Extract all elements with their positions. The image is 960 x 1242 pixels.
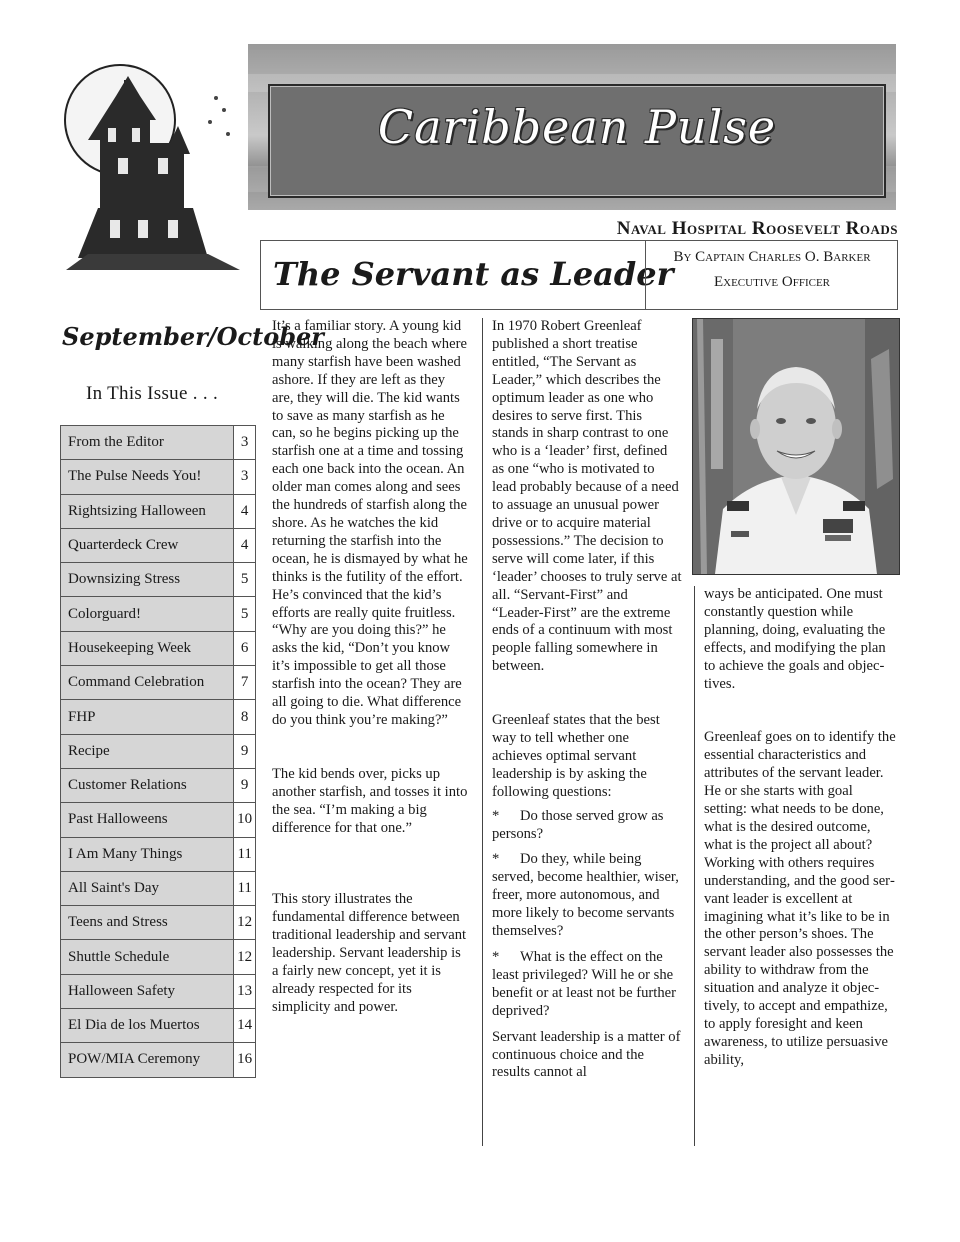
table-of-contents bbox=[60, 425, 256, 1078]
toc-row bbox=[61, 1043, 256, 1077]
toc-entry-page: 16 bbox=[234, 1043, 256, 1077]
toc-entry-page: 13 bbox=[234, 974, 256, 1008]
toc-row bbox=[61, 734, 256, 768]
toc-entry-page: 4 bbox=[234, 494, 256, 528]
toc-entry-page: 9 bbox=[234, 734, 256, 768]
toc-row bbox=[61, 563, 256, 597]
toc-entry-title: Customer Relations bbox=[61, 768, 234, 802]
bullet-text: Do those served grow as persons? bbox=[492, 807, 664, 842]
toc-entry-title: Downsizing Stress bbox=[61, 563, 234, 597]
toc-row bbox=[61, 871, 256, 905]
bullet-item bbox=[492, 808, 682, 844]
toc-entry-title: Teens and Stress bbox=[61, 906, 234, 940]
toc-entry-title: All Saint's Day bbox=[61, 871, 234, 905]
toc-row bbox=[61, 528, 256, 562]
toc-row bbox=[61, 700, 256, 734]
toc-entry-title: Quarterdeck Crew bbox=[61, 528, 234, 562]
masthead-banner bbox=[248, 44, 896, 210]
toc-entry-page: 4 bbox=[234, 528, 256, 562]
toc-entry-title: Halloween Safety bbox=[61, 974, 234, 1008]
byline-box bbox=[645, 241, 898, 309]
toc-entry-page: 3 bbox=[234, 460, 256, 494]
toc-row bbox=[61, 974, 256, 1008]
toc-row bbox=[61, 906, 256, 940]
bullet-text: Do they, while being served, become healthier, wiser, freer, more autonomous, and more likely to become servants themselves? bbox=[492, 851, 679, 940]
article-column-2 bbox=[492, 318, 682, 1082]
toc-entry-page: 5 bbox=[234, 597, 256, 631]
paragraph: It’s a familiar story. A young kid is walking along the beach where many starfish have been washed ashore. If they are left as they are, they will die. The kid wants to save as many starfish as he can, so he begins picking up the starfish one at a time and tossing each one back into the ocean. An older man comes along and sees the hundreds of starfish along the shore. As he watches the kid returning the starfish into the ocean, he is dismayed by what he thinks is the futility of the effort. He’s convinced that the kid’s efforts are really quite fruitless. “Why are you doing this?” he asks the kid, “Don’t you know it’s impossible to get all those starfish into the ocean? They are all going to die. What difference do you think you’re making?” bbox=[272, 318, 468, 728]
toc-row bbox=[61, 494, 256, 528]
toc-entry-page: 14 bbox=[234, 1009, 256, 1043]
toc-entry-page: 11 bbox=[234, 871, 256, 905]
paragraph: In 1970 Robert Greenleaf published a short treatise entitled, “The Servant as Leader,” which describes the optimum leader as one who desires to serve first. This stands in sharp contrast to one who is a ‘leader’ first, defined as one “who is motivated to lead probably because of a need to assuage an unusual power drive or to acquire material possessions.” The decision to serve will come later, if this ‘leader’ chooses to truly serve at all. “Servant-First” and “Leader-First” are the extreme ends of a continuum with most people falling somewhere in between. bbox=[492, 318, 682, 675]
toc-entry-title: Rightsizing Halloween bbox=[61, 494, 234, 528]
toc-row bbox=[61, 460, 256, 494]
masthead-title-box bbox=[268, 84, 886, 198]
toc-entry-page: 5 bbox=[234, 563, 256, 597]
toc-entry-title: El Dia de los Muertos bbox=[61, 1009, 234, 1043]
toc-entry-title: FHP bbox=[61, 700, 234, 734]
toc-row bbox=[61, 666, 256, 700]
toc-row bbox=[61, 940, 256, 974]
masthead-title: Caribbean Pulse bbox=[377, 100, 777, 154]
article-column-3 bbox=[704, 586, 898, 1070]
toc-entry-page: 11 bbox=[234, 837, 256, 871]
toc-entry-title: Colorguard! bbox=[61, 597, 234, 631]
toc-row bbox=[61, 837, 256, 871]
paragraph: Greenleaf states that the best way to tell whether one achieves optimal servant leadership is by asking the following questions: bbox=[492, 712, 660, 800]
toc-entry-title: I Am Many Things bbox=[61, 837, 234, 871]
toc-row bbox=[61, 631, 256, 665]
toc-entry-title: POW/MIA Ceremony bbox=[61, 1043, 234, 1077]
bullet-text: What is the effect on the least privileged? Will he or she benefit or at least not be further deprived? bbox=[492, 949, 676, 1019]
toc-row bbox=[61, 768, 256, 802]
paragraph: The kid bends over, picks up another starfish, and tosses it into the sea. “I’m making a big difference for that one.” bbox=[272, 765, 468, 836]
paragraph: ways be anticipated. One must constantly question while planning, doing, evaluating the effects, and modifying the plan to achieve the goals and objectives. bbox=[704, 586, 886, 692]
toc-entry-title: From the Editor bbox=[61, 426, 234, 460]
toc-entry-page: 6 bbox=[234, 631, 256, 665]
issue-date: September/October bbox=[62, 322, 324, 351]
toc-row bbox=[61, 1009, 256, 1043]
toc-entry-title: The Pulse Needs You! bbox=[61, 460, 234, 494]
toc-row bbox=[61, 597, 256, 631]
toc-entry-page: 12 bbox=[234, 940, 256, 974]
paragraph: Servant leadership is a matter of continuous choice and the results cannot al bbox=[492, 1028, 681, 1081]
toc-entry-title: Recipe bbox=[61, 734, 234, 768]
organization-name: Naval Hospital Roosevelt Roads bbox=[616, 218, 898, 239]
bullet-item bbox=[492, 851, 682, 941]
toc-entry-title: Housekeeping Week bbox=[61, 631, 234, 665]
haunted-house-illustration bbox=[58, 58, 248, 273]
toc-entry-title: Past Halloweens bbox=[61, 803, 234, 837]
bullet-mark: * bbox=[492, 807, 500, 824]
bullet-mark: * bbox=[492, 949, 500, 965]
toc-entry-page: 9 bbox=[234, 768, 256, 802]
in-this-issue-heading: In This Issue . . . bbox=[86, 383, 219, 404]
portrait-photo bbox=[692, 318, 900, 575]
paragraph: Greenleaf goes on to identify the essential characteristics and attributes of the servant leader. He or she starts with goal setting: what needs to be done, what is the desired outcome, what is the project all about? Working with others requires understanding, and the good servant leader is excellent at imagining what it’s like to be in the other person’s shoes. The servant leader also possesses the ability to withdraw from the situation and analyze it objectively, to accept and empathize, to apply foresight and keen awareness, to utilize persuasive ability, bbox=[704, 729, 896, 1068]
toc-entry-page: 12 bbox=[234, 906, 256, 940]
article-column-1 bbox=[272, 318, 468, 1017]
paragraph: This story illustrates the fundamental difference between traditional leadership and servant leadership. Servant leadership is a fairly new concept, yet it is already respected for its simplicity and power. bbox=[272, 891, 467, 1015]
byline: By Captain Charles O. Barker bbox=[673, 249, 871, 265]
byline-title: Executive Officer bbox=[713, 274, 831, 290]
article-title: The Servant as Leader bbox=[273, 255, 674, 293]
toc-row bbox=[61, 803, 256, 837]
toc-entry-page: 8 bbox=[234, 700, 256, 734]
bullet-mark: * bbox=[492, 851, 500, 868]
bullet-item bbox=[492, 949, 682, 1021]
article-header bbox=[260, 240, 898, 310]
toc-entry-title: Command Celebration bbox=[61, 666, 234, 700]
column-divider bbox=[482, 318, 483, 1146]
toc-entry-title: Shuttle Schedule bbox=[61, 940, 234, 974]
toc-entry-page: 3 bbox=[234, 426, 256, 460]
toc-entry-page: 7 bbox=[234, 666, 256, 700]
column-divider bbox=[694, 586, 695, 1146]
toc-entry-page: 10 bbox=[234, 803, 256, 837]
toc-row bbox=[61, 426, 256, 460]
